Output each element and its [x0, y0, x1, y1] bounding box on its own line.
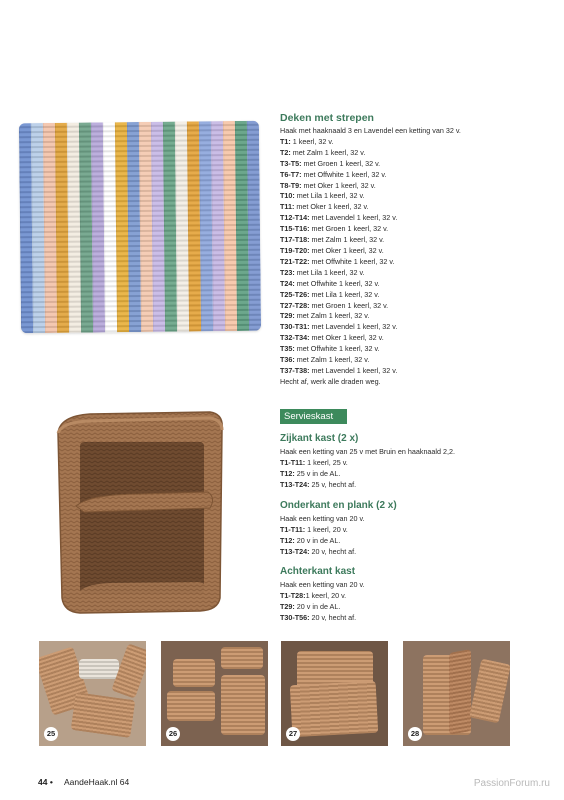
row-label: T10: — [280, 191, 295, 201]
row-label: T29: — [280, 311, 295, 321]
side-panel-instructions — [280, 446, 550, 490]
instruction-line — [280, 235, 550, 246]
back-panel-title: Achterkant kast — [280, 566, 356, 577]
bottom-shelf-title: Onderkant en plank (2 x) — [280, 500, 397, 511]
instruction-line — [280, 224, 550, 235]
row-text: 1 keerl, 25 v. — [305, 458, 348, 467]
row-text: met Offwhite 1 keerl, 32 v. — [294, 344, 380, 354]
row-label: T30-T56: — [280, 613, 310, 622]
instruction-line — [280, 246, 550, 257]
row-label: T36: — [280, 355, 295, 365]
instruction-line — [280, 590, 550, 601]
row-text: 1 keerl, 20 v. — [305, 525, 348, 534]
row-label: T12: — [280, 536, 295, 545]
row-label: T13-T24: — [280, 547, 310, 556]
row-label: T1-T11: — [280, 458, 306, 467]
row-label: T24: — [280, 278, 295, 288]
instruction-line — [280, 535, 550, 546]
row-text: met Offwhite 1 keerl, 32 v. — [294, 278, 380, 288]
row-label: T27-T28: — [280, 300, 310, 310]
row-text: Haak een ketting van 20 v. — [280, 514, 365, 523]
row-label: T32-T34: — [280, 333, 310, 343]
row-text: met Zalm 1 keerl, 32 v. — [294, 355, 370, 365]
row-label: T8-T9: — [280, 180, 302, 190]
instruction-line — [280, 524, 550, 535]
instruction-line — [280, 290, 550, 301]
row-text: met Zalm 1 keerl, 32 v. — [309, 235, 385, 245]
instruction-line — [280, 513, 550, 524]
row-text: Haak een ketting van 25 v met Bruin en haaknaald 2,2. — [280, 447, 456, 456]
step-number-badge: 28 — [408, 727, 422, 741]
row-text: met Lila 1 keerl, 32 v. — [294, 191, 365, 201]
instruction-line — [280, 322, 550, 333]
instruction-line — [280, 257, 550, 268]
row-text: met Lila 1 keerl, 32 v. — [294, 267, 365, 277]
row-label: T30-T31: — [280, 322, 310, 332]
row-label: T37-T38: — [280, 365, 310, 375]
row-text: met Lavendel 1 keerl, 32 v. — [309, 213, 398, 223]
row-label: T17-T18: — [280, 235, 310, 245]
instruction-line — [280, 191, 550, 202]
row-label: T19-T20: — [280, 245, 310, 255]
row-text: met Lila 1 keerl, 32 v. — [309, 289, 380, 299]
side-panel-title: Zijkant kast (2 x) — [280, 433, 359, 444]
instruction-line — [280, 579, 550, 590]
row-label: T1-T28: — [280, 591, 306, 600]
instruction-line — [280, 170, 550, 181]
row-text: Hecht af, werk alle draden weg. — [280, 376, 381, 386]
row-label: T12: — [280, 469, 295, 478]
instruction-line — [280, 612, 550, 623]
row-text: 20 v in de AL. — [294, 536, 341, 545]
crochet-cabinet-image — [50, 408, 230, 618]
row-text: met Groen 1 keerl, 32 v. — [309, 224, 389, 234]
row-label: T1-T11: — [280, 525, 306, 534]
instruction-line — [280, 546, 550, 557]
instruction-line — [280, 126, 550, 137]
instruction-line — [280, 468, 550, 479]
row-label: T1: — [280, 136, 291, 146]
instruction-line — [280, 457, 550, 468]
row-label: T6-T7: — [280, 169, 302, 179]
instruction-line — [280, 601, 550, 612]
row-text: met Oker 1 keerl, 32 v. — [294, 202, 369, 212]
instruction-line — [280, 279, 550, 290]
row-text: met Zalm 1 keerl, 32 v. — [294, 311, 370, 321]
page-number: 44 • — [38, 777, 53, 787]
row-label: T11: — [280, 202, 295, 212]
row-label: T23: — [280, 267, 295, 277]
row-text: met Offwhite 1 keerl, 32 v. — [309, 256, 395, 266]
row-text: met Offwhite 1 keerl, 32 v. — [301, 169, 387, 179]
instruction-line — [280, 181, 550, 192]
instruction-line — [280, 479, 550, 490]
step-photo-27 — [281, 641, 388, 746]
row-text: 20 v, hecht af. — [309, 613, 357, 622]
striped-blanket-image — [19, 121, 261, 334]
row-text: Haak met haaknaald 3 en Lavendel een ketting van 32 v. — [280, 126, 461, 135]
row-label: T12-T14: — [280, 213, 310, 223]
row-label: T35: — [280, 344, 295, 354]
instruction-line — [280, 344, 550, 355]
step-photo-28 — [403, 641, 510, 746]
row-text: met Oker 1 keerl, 32 v. — [309, 333, 384, 343]
row-label: T21-T22: — [280, 256, 310, 266]
row-text: met Groen 1 keerl, 32 v. — [301, 158, 381, 168]
instruction-line — [280, 301, 550, 312]
blanket-instructions — [280, 126, 550, 388]
row-label: T3-T5: — [280, 158, 302, 168]
instruction-line — [280, 377, 550, 388]
row-text: 1 keerl, 20 v. — [305, 591, 347, 600]
watermark: PassionForum.ru — [473, 778, 550, 789]
row-text: met Zalm 1 keerl, 32 v. — [290, 147, 366, 157]
instruction-line — [280, 159, 550, 170]
instruction-line — [280, 202, 550, 213]
row-text: Haak een ketting van 20 v. — [280, 580, 365, 589]
row-text: met Oker 1 keerl, 32 v. — [309, 245, 384, 255]
instruction-line — [280, 268, 550, 279]
row-text: 20 v, hecht af. — [309, 547, 357, 556]
bottom-shelf-instructions — [280, 513, 550, 557]
step-photo-25 — [39, 641, 146, 746]
row-label: T13-T24: — [280, 480, 310, 489]
instruction-line — [280, 333, 550, 344]
instruction-line — [280, 355, 550, 366]
magazine-name: AandeHaak.nl 64 — [64, 777, 130, 787]
row-text: 25 v in de AL. — [294, 469, 341, 478]
instruction-line — [280, 366, 550, 377]
back-panel-instructions — [280, 579, 550, 623]
row-label: T29: — [280, 602, 295, 611]
instruction-line — [280, 148, 550, 159]
instruction-line — [280, 311, 550, 322]
step-number-badge: 27 — [286, 727, 300, 741]
row-text: met Lavendel 1 keerl, 32 v. — [309, 365, 398, 375]
instruction-line — [280, 446, 550, 457]
step-number-badge: 25 — [44, 727, 58, 741]
row-text: 25 v, hecht af. — [309, 480, 357, 489]
instruction-line — [280, 137, 550, 148]
step-number-badge: 26 — [166, 727, 180, 741]
cabinet-section-tag: Servieskast — [280, 409, 347, 424]
row-label: T15-T16: — [280, 224, 310, 234]
row-text: 20 v in de AL. — [294, 602, 341, 611]
blanket-stripe — [247, 121, 261, 331]
row-text: met Oker 1 keerl, 32 v. — [301, 180, 376, 190]
row-label: T25-T26: — [280, 289, 310, 299]
row-label: T2: — [280, 147, 291, 157]
row-text: 1 keerl, 32 v. — [290, 136, 334, 146]
step-photo-26 — [161, 641, 268, 746]
instruction-line — [280, 213, 550, 224]
row-text: met Lavendel 1 keerl, 32 v. — [309, 322, 398, 332]
row-text: met Groen 1 keerl, 32 v. — [309, 300, 389, 310]
blanket-title: Deken met strepen — [280, 112, 374, 124]
